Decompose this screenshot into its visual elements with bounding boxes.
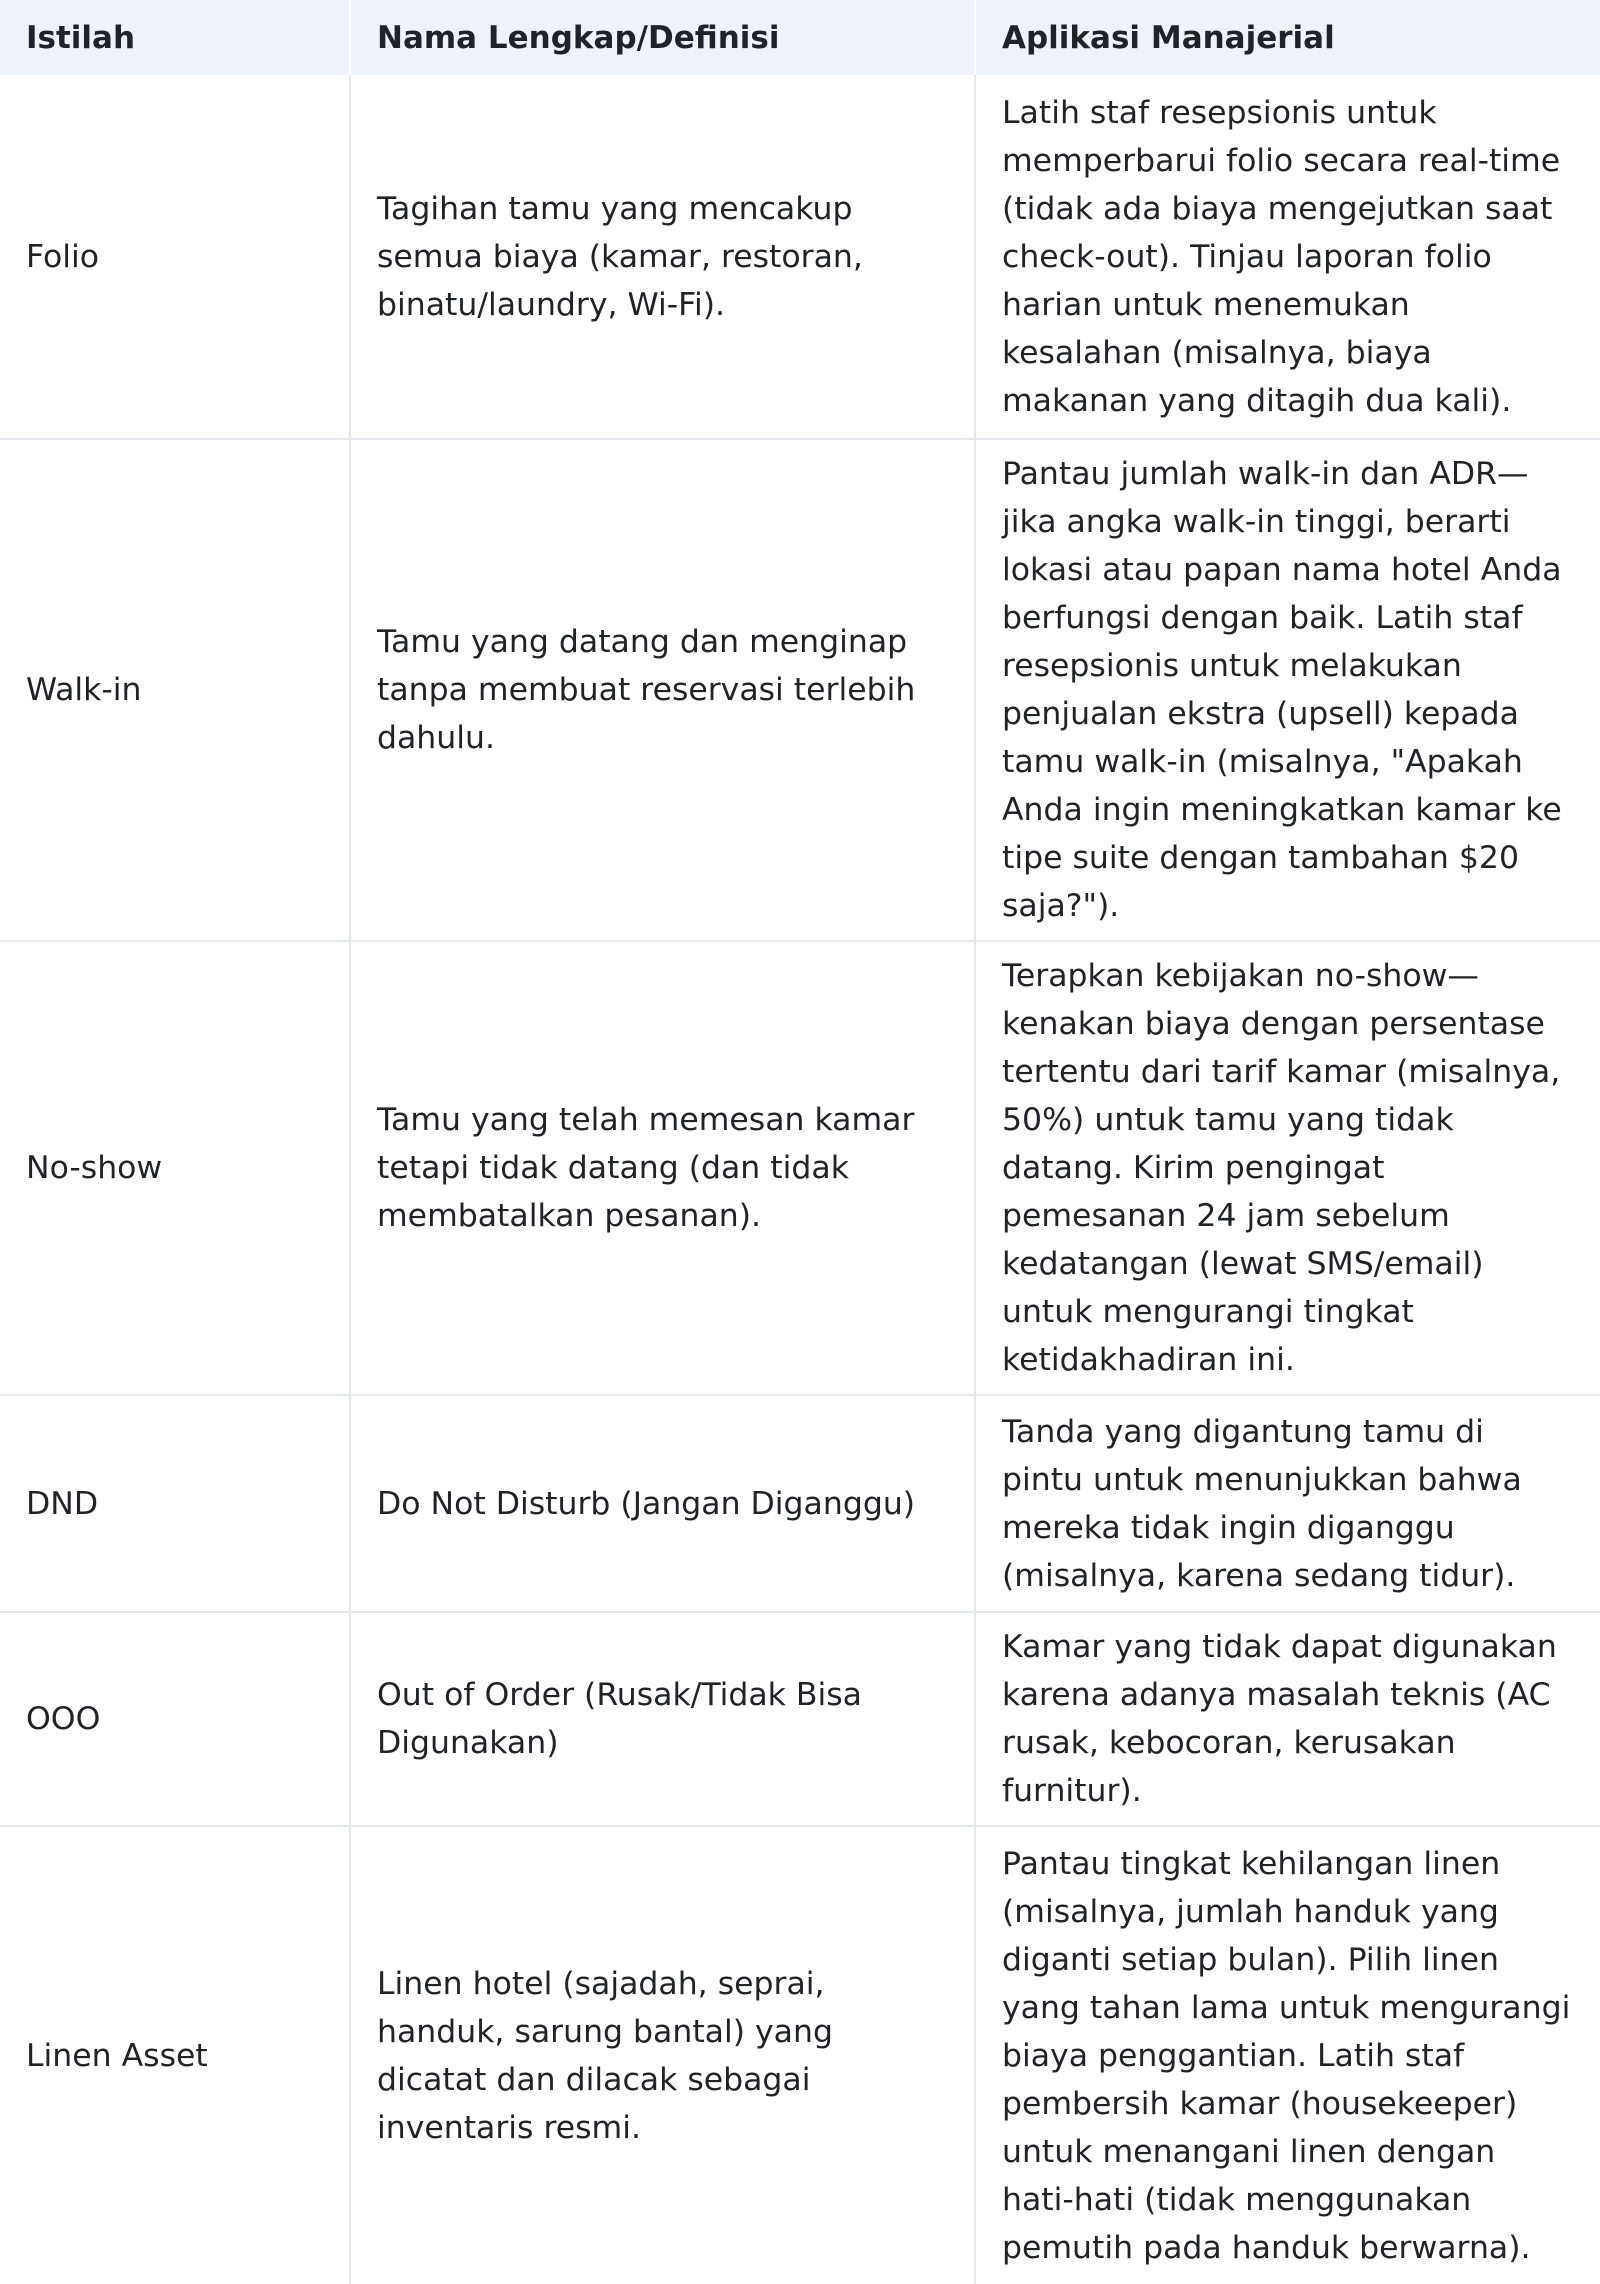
definition-cell: Do Not Disturb (Jangan Diganggu) <box>350 1395 975 1612</box>
application-cell: Kamar yang tidak dapat digunakan karena adanya masalah teknis (AC rusak, kebocoran, kerusakan furnitur). <box>975 1612 1600 1826</box>
definition-cell: Tamu yang telah memesan kamar tetapi tidak datang (dan tidak membatalkan pesanan). <box>350 941 975 1395</box>
table-row <box>0 1612 1600 1826</box>
application-cell: Tanda yang digantung tamu di pintu untuk menunjukkan bahwa mereka tidak ingin diganggu (misalnya, karena sedang tidur). <box>975 1395 1600 1612</box>
definition-cell: Tamu yang datang dan menginap tanpa membuat reservasi terlebih dahulu. <box>350 439 975 941</box>
application-cell: Pantau jumlah walk-in dan ADR—jika angka walk-in tinggi, berarti lokasi atau papan nama hotel Anda berfungsi dengan baik. Latih staf resepsionis untuk melakukan penjualan ekstra (upsell) kepada tamu walk-in (misalnya, "Apakah Anda ingin meningkatkan kamar ke tipe suite dengan tambahan $20 saja?"). <box>975 439 1600 941</box>
term-cell: No-show <box>0 941 350 1395</box>
header-row <box>0 0 1600 75</box>
table-row <box>0 1826 1600 2284</box>
definition-cell: Tagihan tamu yang mencakup semua biaya (kamar, restoran, binatu/laundry, Wi-Fi). <box>350 75 975 439</box>
header-definition: Nama Lengkap/Definisi <box>350 0 975 75</box>
application-cell: Pantau tingkat kehilangan linen (misalnya, jumlah handuk yang diganti setiap bulan). Pilih linen yang tahan lama untuk mengurangi biaya penggantian. Latih staf pembersih kamar (housekeeper) untuk menangani linen dengan hati-hati (tidak menggunakan pemutih pada handuk berwarna). <box>1002 1845 1571 2266</box>
application-cell: Latih staf resepsionis untuk memperbarui folio secara real-time (tidak ada biaya mengejutkan saat check-out). Tinjau laporan folio harian untuk menemukan kesalahan (misalnya, biaya makanan yang ditagih dua kali). <box>975 75 1600 439</box>
header-term: Istilah <box>0 0 350 75</box>
header-application: Aplikasi Manajerial <box>975 0 1600 75</box>
application-cell: Terapkan kebijakan no-show—kenakan biaya dengan persentase tertentu dari tarif kamar (misalnya, 50%) untuk tamu yang tidak datang. Kirim pengingat pemesanan 24 jam sebelum kedatangan (lewat SMS/email) untuk mengurangi tingkat ketidakhadiran ini. <box>975 941 1600 1395</box>
table-body <box>0 75 1600 2284</box>
term-cell: Folio <box>0 75 350 439</box>
definition-cell: Linen hotel (sajadah, seprai, handuk, sarung bantal) yang dicatat dan dilacak sebagai inventaris resmi. <box>350 1826 975 2284</box>
table-row <box>0 75 1600 439</box>
term-cell: DND <box>0 1395 350 1612</box>
term-cell: OOO <box>0 1612 350 1826</box>
table-row <box>0 941 1600 1395</box>
term-cell: Walk-in <box>0 439 350 941</box>
table-header <box>0 0 1600 75</box>
term-cell: Linen Asset <box>0 1826 350 2284</box>
definition-cell: Out of Order (Rusak/Tidak Bisa Digunakan) <box>350 1612 975 1826</box>
table-row <box>0 1395 1600 1612</box>
table-row <box>0 439 1600 941</box>
